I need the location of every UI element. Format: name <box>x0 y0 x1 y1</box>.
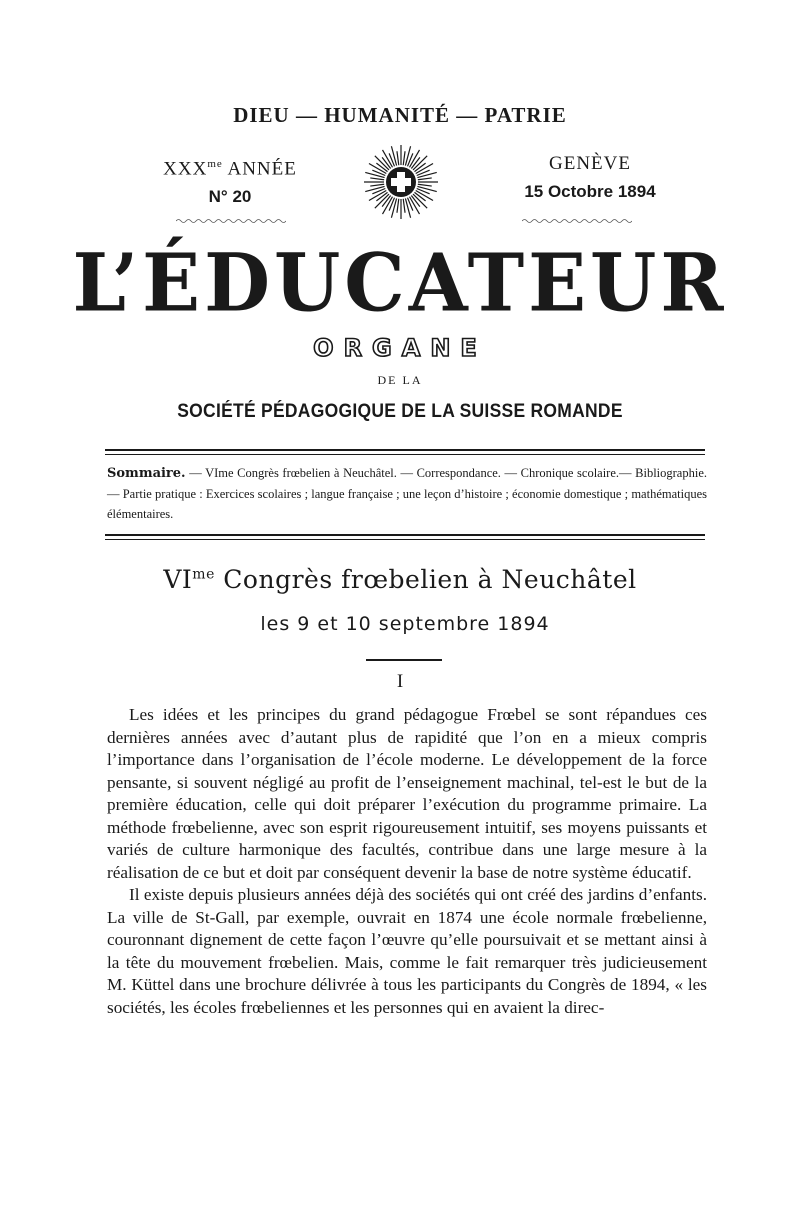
article-title: $VI^{me}$ Congrès frœbelien à Neuchâtel <box>163 565 637 594</box>
divider <box>105 454 705 455</box>
year-label: $XXX^{me}$ ANNÉE <box>163 158 297 180</box>
sunburst-ray <box>365 172 384 177</box>
sunburst-ray <box>370 184 384 186</box>
sommaire-text: — VIme Congrès frœbelien à Neuchâtel. — Correspondance. — Chronique scolaire.— Bibliographie. — Partie pratique : Exercices scolaires ; langue française ; une leçon d’histoire ; économie domestique ; mathématiques élémentaires. <box>107 466 707 521</box>
sunburst-ray <box>397 199 399 213</box>
masthead-title: L’ÉDUCATEUR <box>72 235 728 330</box>
city-label: GENÈVE <box>549 153 631 174</box>
header-right <box>500 150 680 206</box>
sunburst-ray <box>370 178 384 180</box>
issue-date: 15 Octobre 1894 <box>524 182 656 201</box>
sommaire <box>107 463 707 524</box>
sunburst-ray <box>365 186 384 191</box>
article-subtitle: les 9 et 10 septembre 1894 <box>260 613 550 635</box>
organe-label: ORGANE <box>313 334 487 362</box>
sunburst-ray <box>391 146 396 165</box>
sunburst-ray <box>391 198 396 217</box>
sunburst-ray <box>417 172 436 177</box>
divider <box>105 449 705 451</box>
de-la-label: DE LA <box>377 373 423 387</box>
sunburst-ray <box>403 199 405 213</box>
sunburst-ray <box>403 151 405 165</box>
sunburst-ray <box>417 186 436 191</box>
short-divider <box>366 659 442 661</box>
issue-number: N° 20 <box>208 187 252 207</box>
sommaire-label: Sommaire. <box>107 466 186 481</box>
paragraph: Les idées et les principes du grand pédagogue Frœbel se sont répandues ces dernières années avec d’autant plus de rapidité que l’on en a mieux compris l’importance dans l’organisation de l’école moderne. Le développement de la force pensante, si souvent négligé au profit de l’enseignement machinal, tel-est le but de la première éducation, celle qui doit préparer l’exécution du programme primaire. La méthode frœbelienne, avec son esprit rigoureusement intuitif, ses moyens puissants et variés de culture harmonique des facultés, contribue dans une large mesure à la réalisation de ce but et doit par conséquent devenir la base de notre système éducatif. <box>107 705 707 882</box>
decorative-squiggle <box>176 218 286 224</box>
sunburst-ray <box>397 151 399 165</box>
divider <box>105 539 705 540</box>
header-left <box>150 150 310 211</box>
society-name: SOCIÉTÉ PÉDAGOGIQUE DE LA SUISSE ROMANDE <box>177 401 623 422</box>
swiss-cross-sunburst-icon <box>362 143 440 221</box>
sunburst-ray <box>418 184 432 186</box>
motto: DIEU — HUMANITÉ — PATRIE <box>233 103 567 127</box>
sunburst-ray <box>405 146 410 165</box>
section-number: I <box>396 671 404 692</box>
decorative-squiggle <box>522 218 632 224</box>
sunburst-ray <box>418 178 432 180</box>
sunburst-ray <box>405 198 410 217</box>
paragraph: Il existe depuis plusieurs années déjà des sociétés qui ont créé des jardins d’enfants. La ville de St-Gall, par exemple, ouvrait en 1874 une école normale frœbelienne, couronnant dignement de cette façon l’œuvre qu’elle poursuivait et se mettant ainsi à la tête du mouvement frœbelien. Mais, comme le fait remarquer très judicieusement M. Küttel dans une brochure délivrée à tous les participants du Congrès de 1894, « les sociétés, les écoles frœbeliennes et les personnes qui en avaient la direc- <box>107 885 707 1017</box>
article-body <box>107 704 707 1019</box>
divider <box>105 534 705 536</box>
